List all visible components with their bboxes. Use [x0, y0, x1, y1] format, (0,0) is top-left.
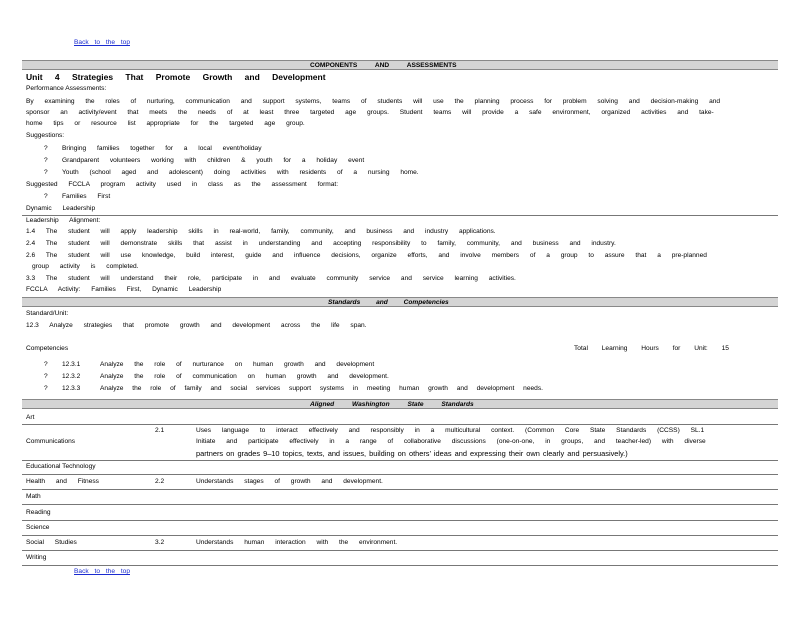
suggestions-label: Suggestions:	[26, 132, 65, 139]
components-header-text: COMPONENTS AND ASSESSMENTS	[310, 62, 457, 69]
leadership-item: 2.6 The student will use knowledge, build interest, guide and influence decisions, organize efforts, and involve members of a group to assure that a pre-planned	[26, 252, 707, 259]
suggestion-bullet: ?	[44, 193, 48, 200]
standards-code: 2.2	[155, 478, 165, 485]
suggestion-bullet: ?	[44, 169, 48, 176]
suggested-fccla-item: Families First	[62, 193, 111, 200]
suggestion-bullet: ?	[44, 157, 48, 164]
performance-line-3: home tips or resource list appropriate for the targeted age group.	[26, 120, 305, 127]
section-divider	[22, 215, 778, 216]
standards-text: partners on grades 9–10 topics, texts, and issues, building on others’ ideas and expressing their own clearly and persuasively.)	[196, 449, 628, 458]
standards-subject: Writing	[26, 554, 47, 561]
aligned-standards-header	[22, 399, 778, 409]
competency-number: 12.3.2	[62, 373, 81, 380]
standards-text: Understands human interaction with the environment.	[196, 539, 398, 546]
row-divider	[22, 520, 778, 521]
standards-subject: Communications	[26, 438, 76, 445]
dynamic-leadership: Dynamic Leadership	[26, 205, 96, 212]
unit-title: Unit 4 Strategies That Promote Growth and Development	[26, 72, 326, 82]
standards-subject: Science	[26, 524, 50, 531]
suggestion-item: Youth (school aged and adolescent) doing activities with residents of a nursing home.	[62, 169, 419, 176]
standards-text: Initiate and participate effectively in a range of collaborative discussions (one-on-one, in groups, and teacher-led) with diverse	[196, 438, 706, 445]
leadership-item: 2.4 The student will demonstrate skills that assist in understanding and accepting responsibility to family, community, and business and industry.	[26, 240, 616, 247]
performance-label: Performance Assessments:	[26, 85, 107, 92]
standards-subject: Health and Fitness	[26, 478, 99, 485]
row-divider	[22, 565, 778, 566]
back-to-top-link-bottom[interactable]: Back to the top	[74, 568, 130, 575]
row-divider	[22, 474, 778, 475]
competency-text: Analyze the role of communication on human growth and development.	[100, 373, 389, 380]
leadership-item: 1.4 The student will apply leadership skills in real-world, family, community, and business and industry applications.	[26, 228, 496, 235]
row-divider	[22, 504, 778, 505]
leadership-item-cont: group activity is completed.	[32, 263, 139, 270]
leadership-label: Leadership Alignment:	[26, 217, 101, 224]
competencies-label: Competencies	[26, 345, 69, 352]
competency-bullet: ?	[44, 385, 48, 392]
fccla-activity: FCCLA Activity: Families First, Dynamic Leadership	[26, 286, 222, 293]
components-header	[22, 60, 778, 70]
row-divider	[22, 550, 778, 551]
total-learning-hours: Total Learning Hours for Unit: 15	[574, 345, 729, 352]
suggestion-item: Bringing families together for a local event/holiday	[62, 145, 262, 152]
row-divider	[22, 489, 778, 490]
standards-text: Understands stages of growth and development.	[196, 478, 383, 485]
standards-subject: Social Studies	[26, 539, 77, 546]
row-divider	[22, 535, 778, 536]
suggested-fccla: Suggested FCCLA program activity used in class as the assessment format:	[26, 181, 339, 188]
standards-subject: Educational Technology	[26, 463, 96, 470]
suggestion-item: Grandparent volunteers working with children & youth for a holiday event	[62, 157, 365, 164]
row-divider	[22, 460, 778, 461]
standards-code: 3.2	[155, 539, 165, 546]
leadership-item: 3.3 The student will understand their role, participate in and evaluate community service and service learning activities.	[26, 275, 516, 282]
row-divider	[22, 424, 778, 425]
competency-text: Analyze the role of nurturance on human growth and development	[100, 361, 375, 368]
standards-code: 2.1	[155, 427, 165, 434]
competency-bullet: ?	[44, 361, 48, 368]
competency-number: 12.3.3	[62, 385, 81, 392]
standard-unit-label: Standard/Unit:	[26, 310, 69, 317]
back-to-top-link-top[interactable]: Back to the top	[74, 39, 130, 46]
suggestion-bullet: ?	[44, 145, 48, 152]
standards-subject: Math	[26, 493, 41, 500]
competency-text: Analyze the role of family and social services support systems in meeting human growth and development needs.	[100, 385, 543, 392]
standards-subject: Reading	[26, 509, 51, 516]
performance-line-1: By examining the roles of nurturing, communication and support systems, teams of students will use the planning process for problem solving and decision-making and	[26, 98, 721, 105]
performance-line-2: sponsor an activity/event that meets the needs of at least three targeted age groups. Student teams will provide a safe environment, organized activities and take-	[26, 109, 714, 116]
standards-text: Uses language to interact effectively and responsibly in a multicultural context. (Common Core State Standards (CCSS) SL.1	[196, 427, 705, 434]
standards-subject: Art	[26, 414, 35, 421]
standards-header-text: Standards and Competencies	[328, 299, 449, 306]
competency-bullet: ?	[44, 373, 48, 380]
standards-header	[22, 297, 778, 307]
competency-number: 12.3.1	[62, 361, 81, 368]
aligned-header-text: Aligned Washington State Standards	[310, 401, 474, 408]
standard-unit-text: 12.3 Analyze strategies that promote growth and development across the life span.	[26, 322, 367, 329]
